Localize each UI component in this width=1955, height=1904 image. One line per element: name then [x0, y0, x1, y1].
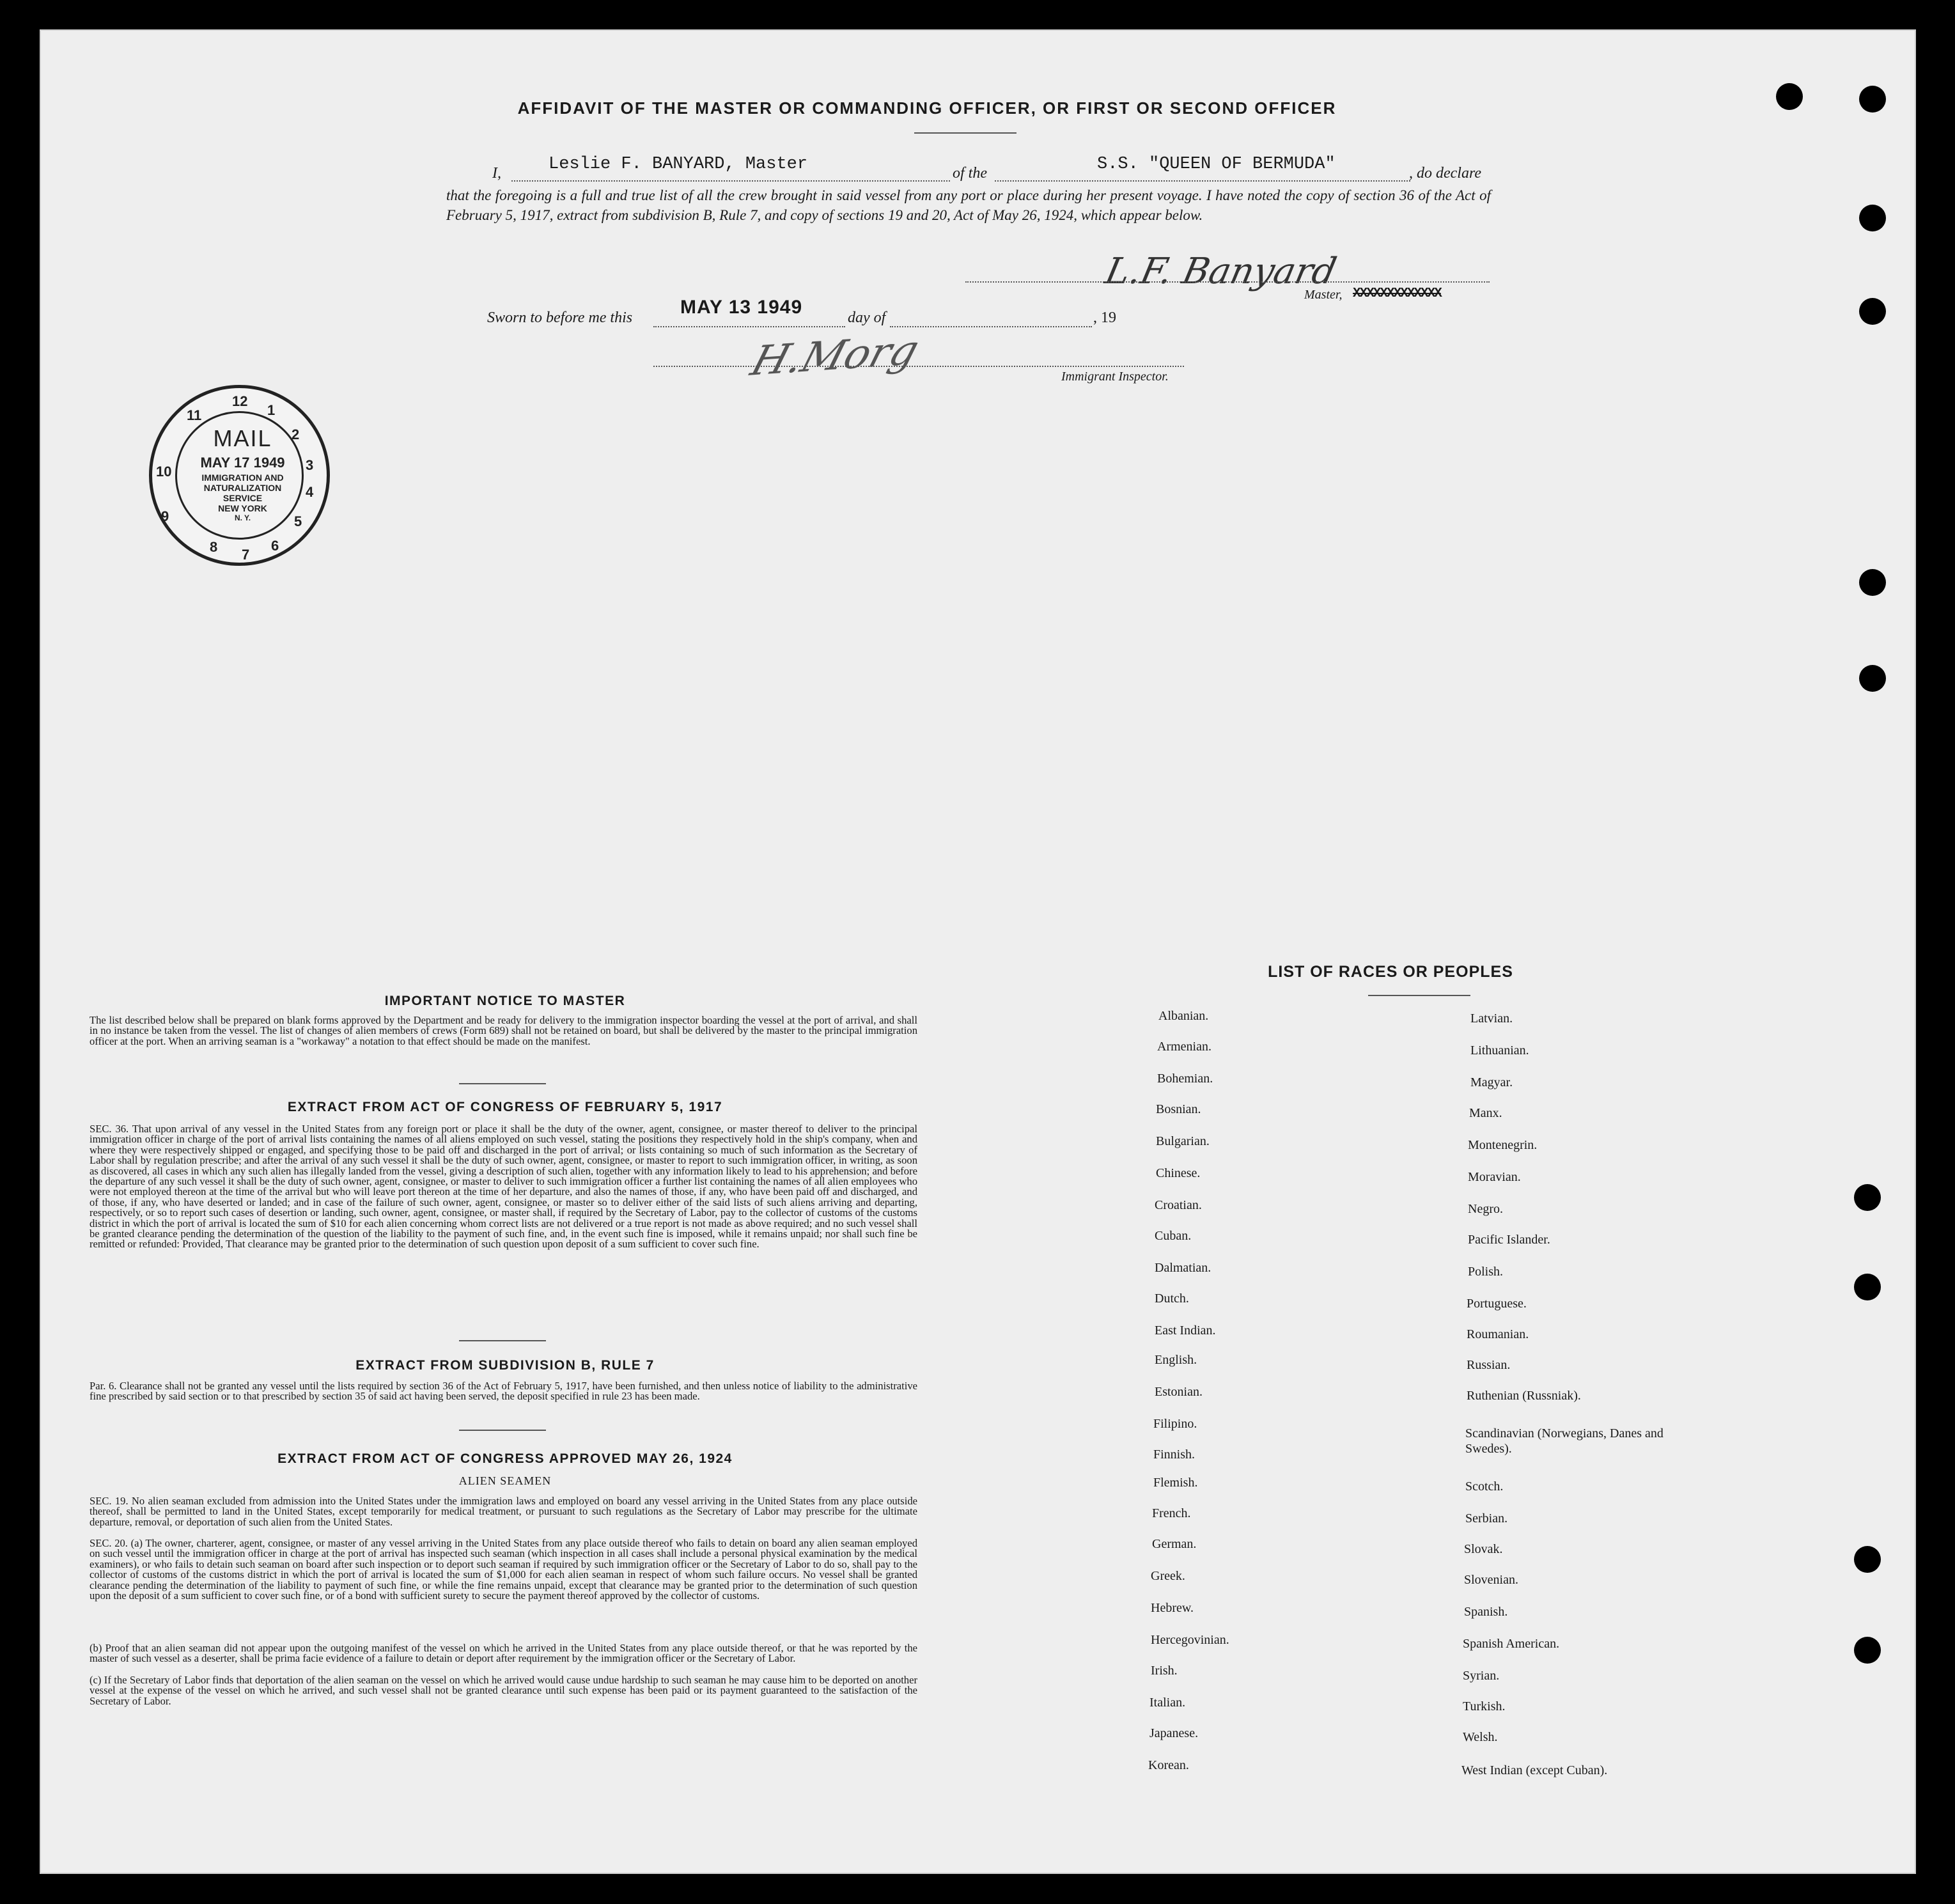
master-name-field: Leslie F. BANYARD, Master	[549, 155, 808, 174]
extract-1924-subtitle: ALIEN SEAMEN	[458, 1474, 552, 1487]
punch-hole	[1859, 205, 1886, 231]
race-item: Chinese.	[1156, 1166, 1201, 1180]
race-item: Finnish.	[1153, 1448, 1196, 1462]
race-item: Pacific Islander.	[1468, 1233, 1550, 1247]
race-item: Ruthenian (Russniak).	[1467, 1389, 1581, 1403]
master-signature: L.F. Banyard	[1102, 251, 1340, 292]
struck-out-title: XXXXXXXXXXXXX	[1353, 286, 1441, 301]
race-item: Roumanian.	[1467, 1327, 1529, 1341]
punch-hole	[1854, 1546, 1881, 1573]
race-item: Spanish.	[1464, 1605, 1508, 1619]
race-item: Irish.	[1151, 1664, 1178, 1678]
punch-hole	[1859, 298, 1886, 325]
master-label: Master,	[1304, 288, 1343, 302]
race-item: Flemish.	[1153, 1476, 1198, 1490]
stamp-ring-number: 1	[267, 402, 276, 418]
vessel-field-line	[995, 180, 1410, 182]
race-item: Dutch.	[1155, 1291, 1189, 1306]
race-item: Welsh.	[1463, 1730, 1498, 1744]
i-label: I,	[492, 165, 501, 182]
title-divider	[914, 132, 1016, 134]
punch-hole	[1859, 665, 1886, 692]
of-the-label: of the	[953, 165, 987, 182]
race-item: Hercegovinian.	[1151, 1633, 1229, 1647]
notice-title: IMPORTANT NOTICE TO MASTER	[384, 994, 626, 1008]
stamp-agency-line: NATURALIZATION	[203, 483, 282, 493]
race-item: Japanese.	[1149, 1726, 1199, 1740]
stamp-city: NEW YORK	[218, 503, 267, 513]
stamp-ring-number: 11	[187, 407, 202, 423]
races-title: LIST OF RACES OR PEOPLES	[1268, 963, 1513, 981]
rule7-text: Par. 6. Clearance shall not be granted any vessel until the lists required by section 36 of the Act of February 5, 1917, have been furnished, and then unless notice of liability to the administrative fine prescribed by said section or to that prescribed by section 35 of said act having been served, the deposit specified in rule 23 has been made.	[90, 1380, 917, 1403]
races-title-divider	[1368, 995, 1470, 996]
vessel-name-field: S.S. "QUEEN OF BERMUDA"	[1097, 155, 1336, 174]
stamp-ring-number: 12	[232, 393, 248, 409]
stamp-agency-line: IMMIGRATION AND	[201, 472, 284, 483]
stamp-ring-number: 8	[210, 539, 218, 555]
day-of-label: day of	[848, 309, 886, 326]
section-divider	[459, 1083, 546, 1084]
stamp-mail: MAIL	[213, 425, 272, 451]
notice-text: The list described below shall be prepared on blank forms approved by the Department and be ready for delivery to the immigration inspector boarding the vessel at the port of arrival, and shall in no instance be taken from the vessel. The list of changes of alien members of crews (Form 689) shall not be retained on board, but shall be delivered by the master to the principal immigration officer at the port. When an arriving seaman is a "workaway" a notation to that effect should be made on the manifest.	[90, 1014, 917, 1047]
stamp-ring-number: 7	[242, 547, 250, 563]
race-item: Estonian.	[1155, 1385, 1203, 1399]
race-item: German.	[1152, 1537, 1197, 1551]
race-item: Bohemian.	[1157, 1072, 1213, 1086]
extract-1924-title: EXTRACT FROM ACT OF CONGRESS APPROVED MAY 26, 1924	[277, 1451, 733, 1466]
race-item: Moravian.	[1468, 1170, 1521, 1184]
inspector-line	[653, 366, 1184, 367]
rule7-title: EXTRACT FROM SUBDIVISION B, RULE 7	[355, 1358, 655, 1373]
sec20c-text: (c) If the Secretary of Labor finds that deportation of the alien seaman on the vessel on which he arrived would cause undue hardship to such seaman he may cause him to be deported on another vessel at the expense of the vessel on which he arrived, and such vessel shall not be granted clearance until such expense has been paid or its payment guaranteed to the satisfaction of the Secretary of Labor.	[90, 1674, 917, 1707]
name-field-line	[511, 180, 950, 182]
race-item: English.	[1155, 1353, 1197, 1367]
section-divider	[459, 1340, 546, 1341]
stamp-ring-number: 5	[294, 513, 302, 529]
race-item: Syrian.	[1463, 1669, 1500, 1683]
stamp-ring-number: 6	[271, 538, 279, 554]
punch-hole	[1859, 569, 1886, 596]
race-item: Polish.	[1468, 1265, 1504, 1279]
race-item: Lithuanian.	[1470, 1043, 1529, 1057]
race-item: Manx.	[1469, 1106, 1502, 1120]
inspector-label: Immigrant Inspector.	[1061, 370, 1169, 384]
sec20b-text: (b) Proof that an alien seaman did not appear upon the outgoing manifest of the vessel on which he arrived in the United States from any place outside thereof, or that he was reported by the master of such vessel as a deserter, shall be prima facie evidence of a failure to detain or deport after requirement by the immigration officer or the Secretary of Labor.	[90, 1642, 917, 1665]
race-item: Dalmatian.	[1155, 1261, 1211, 1275]
stamp-ring-number: 9	[161, 508, 169, 524]
punch-hole	[1854, 1274, 1881, 1300]
race-item: Albanian.	[1158, 1009, 1209, 1023]
sworn-label: Sworn to before me this	[487, 309, 633, 326]
do-declare-label: , do declare	[1409, 165, 1482, 182]
signature-line	[965, 281, 1490, 283]
race-item: Spanish American.	[1463, 1637, 1560, 1651]
sec20a-text: SEC. 20. (a) The owner, charterer, agent, consignee, or master of any vessel arriving in the United States from any place outside thereof who fails to detain on board any alien seaman employed on such vessel until the immigration officer in charge at the port of arrival has inspected such seaman (which inspection in all cases shall include a personal physical examination by the medical examiners), or who fails to detain such seaman on board after such inspection or to deport such seaman if required by such immigration officer or the Secretary of Labor to do so, shall pay to the collector of customs of the customs district in which the port of arrival is located the sum of $1,000 for each alien seaman in respect of whom such failure occurs. No vessel shall be granted clearance pending the determination of the liability to payment of such fine, or while the fine remains unpaid, except that clearance may be granted prior to the determination of such question upon the deposit of a sum sufficient to cover such fine, or of a bond with sufficient surety to secure the payment thereof approved by the collector of customs.	[90, 1537, 917, 1602]
race-item: Bulgarian.	[1156, 1134, 1210, 1148]
race-item: Montenegrin.	[1468, 1138, 1538, 1152]
affidavit-body: that the foregoing is a full and true list of all the crew brought in said vessel from any port or place during her present voyage. I have noted the copy of section 36 of the Act of February 5, 1917, extract from subdivision B, Rule 7, and copy of sections 19 and 20, Act of May 26, 1924, which appear below.	[446, 187, 1491, 223]
punch-hole	[1854, 1637, 1881, 1664]
affidavit-title: AFFIDAVIT OF THE MASTER OR COMMANDING OFFICER, OR FIRST OR SECOND OFFICER	[517, 98, 1337, 118]
stamp-state: N. Y.	[234, 513, 251, 522]
race-item: Negro.	[1468, 1202, 1503, 1216]
section-divider	[459, 1430, 546, 1431]
race-item: Slovak.	[1464, 1542, 1503, 1556]
stamp-ring-number: 3	[306, 457, 314, 473]
mail-received-stamp	[149, 385, 330, 566]
inspector-signature: H.Morg	[745, 327, 924, 386]
race-item: Latvian.	[1470, 1011, 1513, 1026]
stamp-ring-number: 2	[292, 426, 300, 442]
punch-hole	[1859, 86, 1886, 113]
race-item: Hebrew.	[1151, 1601, 1194, 1615]
race-item: Greek.	[1151, 1569, 1185, 1583]
sec19-text: SEC. 19. No alien seaman excluded from admission into the United States under the immigration laws and employed on board any vessel arriving in the United States from any place outside thereof, shall be permitted to land in the United States, except temporarily for medical treatment, or pursuant to such regulations as the Secretary of Labor may prescribe for the ultimate departure, removal, or deportation of such alien from the United States.	[90, 1495, 917, 1528]
race-item: Scandinavian (Norwegians, Danes and Swedes).	[1465, 1426, 1663, 1456]
race-item: West Indian (except Cuban).	[1461, 1763, 1608, 1777]
race-item: Filipino.	[1153, 1417, 1197, 1431]
stamp-ring-number: 4	[306, 484, 314, 500]
race-item: Italian.	[1149, 1696, 1186, 1710]
race-item: Armenian.	[1157, 1040, 1211, 1054]
stamp-agency-line: SERVICE	[222, 493, 263, 503]
race-item: French.	[1152, 1506, 1191, 1520]
extract-1917-title: EXTRACT FROM ACT OF CONGRESS OF FEBRUARY 5, 1917	[287, 1100, 723, 1114]
punch-hole	[1776, 83, 1803, 110]
race-item: Scotch.	[1465, 1479, 1504, 1494]
year-label: , 19	[1093, 309, 1116, 326]
stamp-ring-number: 10	[156, 464, 172, 480]
race-item: Croatian.	[1155, 1198, 1202, 1212]
punch-hole	[1854, 1184, 1881, 1211]
sworn-date-line	[653, 326, 845, 327]
race-item: Serbian.	[1465, 1511, 1508, 1526]
sworn-date-stamp: MAY 13 1949	[680, 297, 803, 318]
race-item: Korean.	[1148, 1758, 1189, 1772]
race-item: Bosnian.	[1156, 1102, 1201, 1116]
race-item: Portuguese.	[1467, 1297, 1527, 1311]
stamp-date: MAY 17 1949	[200, 455, 285, 471]
race-item: Magyar.	[1470, 1075, 1513, 1089]
extract-1917-text: SEC. 36. That upon arrival of any vessel in the United States from any foreign port or place it shall be the duty of the owner, agent, consignee, or master thereof to deliver to the principal immigration officer in charge of the port of arrival lists containing the names of all aliens employed on such vessel, stating the positions they respectively hold in the ship's company, when and where they were respectively shipped or engaged, and specifying those to be paid off and discharged in the port of arrival; or lists containing so much of such information as the Secretary of Labor shall by regulation prescribe; and after the arrival of any such vessel it shall be the duty of such owner, agent, consignee, or master to report to such immigration officer, in writing, as soon as discovered, all cases in which any such alien has illegally landed from the vessel, giving a description of such alien, together with any information likely to lead to his apprehension; and before the departure of any such vessel it shall be the duty of such owner, agent, consignee, or master to deliver to such immigration officer a further list containing the names of all alien employees who were not employed thereon at the time of the arrival but who will leave port thereon at the time of her departure, and also the names of those, if any, who have been paid off and discharged, and of those, if any, who have deserted or landed; and in case of the failure of such owner, agent, consignee, or master so to deliver either of the said lists of such aliens arriving and departing, respectively, or so to report such cases of desertion or landing, such owner, agent, consignee, or master shall, if required by the Secretary of Labor, pay to the collector of customs of the customs district in which the port of arrival is located the sum of $10 for each alien concerning whom correct lists are not delivered or a true report is not made as above required; and no such vessel shall be granted clearance pending the determination of the question of the liability to the payment of such fine, and, in the event such fine is imposed, while it remains unpaid; nor shall such fine be remitted or refunded: Provided, That clearance may be granted prior to the determination of such question upon deposit of a sum sufficient to cover such fine.	[90, 1123, 917, 1251]
race-item: East Indian.	[1155, 1323, 1216, 1338]
race-item: Turkish.	[1463, 1699, 1506, 1713]
race-item: Russian.	[1467, 1358, 1511, 1372]
race-item: Cuban.	[1155, 1229, 1192, 1243]
race-item: Slovenian.	[1464, 1573, 1518, 1587]
